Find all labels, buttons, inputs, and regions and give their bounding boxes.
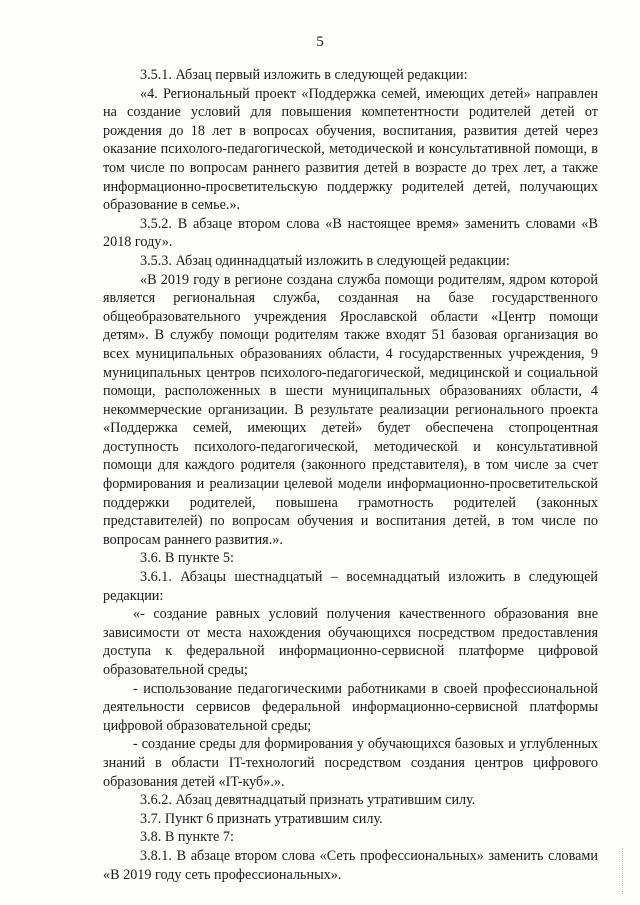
paragraph-regional-project: «4. Региональный проект «Поддержка семей, имеющих детей» направлен на создание условий для повышения компетентности родителей детей от рождения до 18 лет в вопросах обучения, воспитания, развития детей через оказание психолого-педагогической, методической и консультативной помощи, в том числе по вопросам раннего развития детей в возрасте до трех лет, а также информационно-просветительскую поддержку родителей детей, получающих образование в семье.».: [103, 85, 598, 214]
paragraph-3-6: 3.6. В пункте 5:: [140, 550, 234, 567]
paragraph-3-8-1: 3.8.1. В абзаце втором слова «Сеть профессиональных» заменить словами «В 2019 году сеть профессиональных».: [103, 847, 598, 883]
paragraph-3-5-3: 3.5.3. Абзац одиннадцатый изложить в следующей редакции:: [140, 252, 510, 269]
scan-edge-mark: [622, 848, 629, 894]
paragraph-3-6-2: 3.6.2. Абзац девятнадцатый признать утратившим силу.: [140, 792, 476, 809]
list-item-it-cube: - создание среды для формирования у обучающихся базовых и углубленных знаний в области IT-технологий посредством создания центров цифрового образования детей «IT-куб».».: [103, 736, 598, 790]
document-body: [103, 66, 598, 884]
list-item-teachers-services: - использование педагогическими работниками в своей профессиональной деятельности сервисов федеральной информационно-сервисной платформы цифровой образовательной среды;: [103, 680, 598, 734]
paragraph-3-5-2: 3.5.2. В абзаце втором слова «В настоящее время» заменить словами «В 2018 году».: [103, 215, 598, 251]
page-number: 5: [316, 34, 324, 50]
paragraph-3-5-1: 3.5.1. Абзац первый изложить в следующей редакции:: [140, 67, 468, 83]
paragraph-3-8: 3.8. В пункте 7:: [140, 829, 234, 846]
paragraph-parent-service: «В 2019 году в регионе создана служба помощи родителям, ядром которой является региональная служба, созданная на базе государственного общеобразовательного учреждения Ярославской области «Центр помощи детям». В службу помощи родителям также входят 51 базовая организация во всех муниципальных образованиях области, 4 государственных учреждения, 9 муниципальных центров психолого-педагогической, медицинской и социальной помощи, расположенных в шести муниципальных образованиях области, 4 некоммерческие организации. В результате реализации регионального проекта «Поддержка семей, имеющих детей» будет обеспечена стопроцентная доступность психолого-педагогической, методической и консультативной помощи для каждого родителя (законного представителя), в том числе за счет формирования и реализации целевой модели информационно-просветительской поддержки родителей, повышена грамотность родителей (законных представителей) по вопросам обучения и воспитания детей, в том числе по вопросам раннего развития.».: [103, 271, 598, 548]
paragraph-3-6-1: 3.6.1. Абзацы шестнадцатый – восемнадцатый изложить в следующей редакции:: [103, 569, 598, 604]
list-item-equal-conditions: «- создание равных условий получения качественного образования вне зависимости от места нахождения обучающихся посредством предоставления доступа к федеральной информационно-сервисной платформе цифровой образовательной среды;: [103, 606, 598, 678]
paragraph-3-7: 3.7. Пункт 6 признать утратившим силу.: [140, 810, 383, 827]
